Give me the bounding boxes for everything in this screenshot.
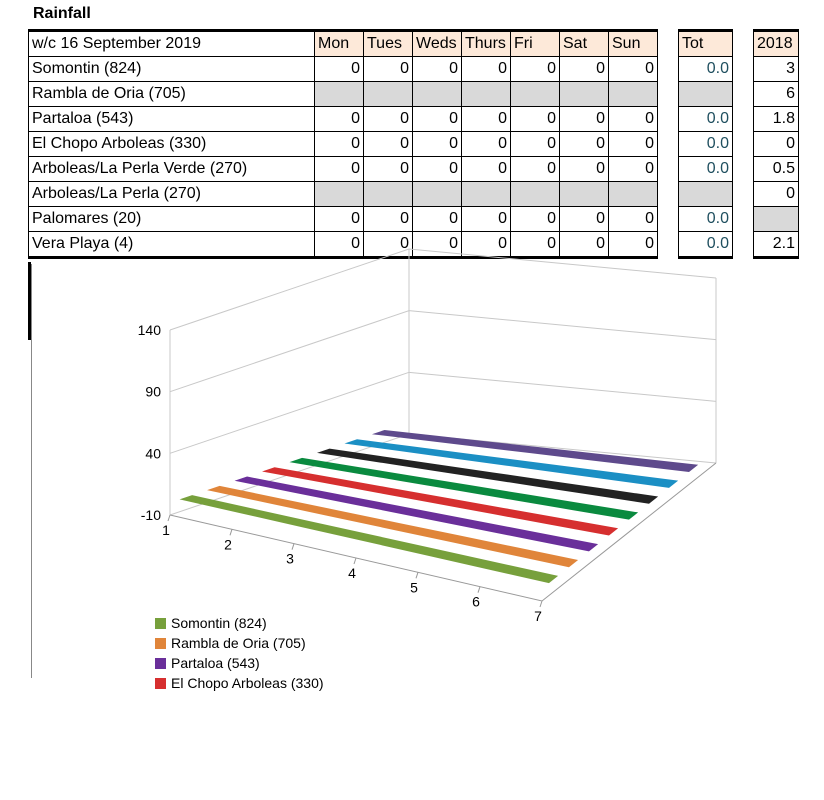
total-value: 0.0 bbox=[679, 232, 733, 258]
day-value: 0 bbox=[413, 57, 462, 82]
year-value: 2.1 bbox=[754, 232, 799, 258]
day-header-sun: Sun bbox=[609, 31, 658, 57]
station-name: Arboleas/La Perla (270) bbox=[29, 182, 315, 207]
station-name: Partaloa (543) bbox=[29, 107, 315, 132]
x-tick-label: 2 bbox=[224, 536, 232, 553]
day-value: 0 bbox=[609, 132, 658, 157]
column-gap bbox=[733, 207, 754, 232]
day-value: 0 bbox=[560, 132, 609, 157]
day-header-thurs: Thurs bbox=[462, 31, 511, 57]
column-gap bbox=[733, 182, 754, 207]
day-value: 0 bbox=[462, 207, 511, 232]
column-gap bbox=[733, 82, 754, 107]
year-value: 0.5 bbox=[754, 157, 799, 182]
day-value: 0 bbox=[560, 107, 609, 132]
day-value bbox=[462, 82, 511, 107]
day-value: 0 bbox=[364, 232, 413, 258]
day-value bbox=[511, 82, 560, 107]
table-row bbox=[29, 107, 799, 132]
rainfall-table bbox=[28, 29, 799, 259]
year-value: 1.8 bbox=[754, 107, 799, 132]
column-gap bbox=[733, 232, 754, 258]
day-value: 0 bbox=[511, 107, 560, 132]
day-value: 0 bbox=[315, 207, 364, 232]
column-gap bbox=[658, 107, 679, 132]
day-value: 0 bbox=[609, 107, 658, 132]
table-row bbox=[29, 132, 799, 157]
day-value: 0 bbox=[560, 232, 609, 258]
station-name: Arboleas/La Perla Verde (270) bbox=[29, 157, 315, 182]
day-value bbox=[413, 182, 462, 207]
page-title: Rainfall bbox=[33, 5, 91, 22]
day-header-fri: Fri bbox=[511, 31, 560, 57]
day-value: 0 bbox=[511, 207, 560, 232]
day-header-weds: Weds bbox=[413, 31, 462, 57]
day-header-sat: Sat bbox=[560, 31, 609, 57]
x-tick-label: 1 bbox=[162, 522, 170, 538]
day-value bbox=[413, 82, 462, 107]
column-gap bbox=[733, 31, 754, 57]
station-name: Palomares (20) bbox=[29, 207, 315, 232]
day-value: 0 bbox=[364, 157, 413, 182]
year-value: 0 bbox=[754, 132, 799, 157]
total-value: 0.0 bbox=[679, 57, 733, 82]
day-value bbox=[560, 82, 609, 107]
day-value: 0 bbox=[413, 207, 462, 232]
day-value: 0 bbox=[609, 57, 658, 82]
x-tick bbox=[168, 515, 170, 521]
table-row bbox=[29, 157, 799, 182]
day-value bbox=[560, 182, 609, 207]
x-tick bbox=[478, 587, 480, 593]
column-gap bbox=[658, 57, 679, 82]
legend-label: El Chopo Arboleas (330) bbox=[171, 675, 324, 691]
chart-legend-clip bbox=[150, 612, 550, 691]
column-gap bbox=[658, 82, 679, 107]
day-value: 0 bbox=[462, 107, 511, 132]
day-value: 0 bbox=[315, 157, 364, 182]
day-value bbox=[609, 182, 658, 207]
series-ribbon bbox=[235, 477, 599, 552]
legend-label: Partaloa (543) bbox=[171, 655, 260, 671]
total-value: 0.0 bbox=[679, 107, 733, 132]
x-tick bbox=[540, 601, 542, 607]
total-value: 0.0 bbox=[679, 157, 733, 182]
legend-item bbox=[155, 653, 324, 673]
column-gap bbox=[733, 157, 754, 182]
total-value bbox=[679, 82, 733, 107]
column-gap bbox=[658, 207, 679, 232]
day-value: 0 bbox=[560, 207, 609, 232]
day-value: 0 bbox=[609, 232, 658, 258]
legend-swatch bbox=[155, 678, 166, 689]
station-name: El Chopo Arboleas (330) bbox=[29, 132, 315, 157]
day-value: 0 bbox=[462, 132, 511, 157]
column-gap bbox=[658, 182, 679, 207]
y-tick-label: 40 bbox=[145, 445, 161, 462]
table-row bbox=[29, 182, 799, 207]
total-value bbox=[679, 182, 733, 207]
x-tick bbox=[230, 529, 232, 535]
table-header-row bbox=[29, 31, 799, 57]
x-tick-label: 3 bbox=[286, 550, 294, 567]
table-row bbox=[29, 82, 799, 107]
table-row bbox=[29, 232, 799, 258]
table-row bbox=[29, 57, 799, 82]
day-value bbox=[462, 182, 511, 207]
column-gap bbox=[658, 31, 679, 57]
table-row bbox=[29, 207, 799, 232]
column-gap bbox=[733, 132, 754, 157]
day-value: 0 bbox=[511, 157, 560, 182]
day-value bbox=[511, 182, 560, 207]
day-value bbox=[315, 182, 364, 207]
station-name: Somontin (824) bbox=[29, 57, 315, 82]
gridline bbox=[170, 249, 716, 330]
column-gap bbox=[658, 132, 679, 157]
legend-label: Somontin (824) bbox=[171, 615, 267, 631]
station-name: Rambla de Oria (705) bbox=[29, 82, 315, 107]
day-value: 0 bbox=[364, 107, 413, 132]
legend-swatch bbox=[155, 618, 166, 629]
y-tick-label: -10 bbox=[140, 507, 161, 523]
x-tick-label: 7 bbox=[534, 608, 542, 624]
day-value: 0 bbox=[511, 57, 560, 82]
day-header-tues: Tues bbox=[364, 31, 413, 57]
day-value bbox=[364, 182, 413, 207]
day-value: 0 bbox=[315, 107, 364, 132]
y-tick-label: 90 bbox=[145, 383, 161, 400]
day-value: 0 bbox=[315, 132, 364, 157]
day-value: 0 bbox=[413, 107, 462, 132]
legend-label: Rambla de Oria (705) bbox=[171, 635, 306, 651]
day-value bbox=[609, 82, 658, 107]
x-tick-label: 4 bbox=[348, 565, 356, 581]
legend-item bbox=[155, 613, 324, 633]
day-value: 0 bbox=[413, 157, 462, 182]
column-gap bbox=[733, 107, 754, 132]
day-value: 0 bbox=[413, 232, 462, 258]
year-value: 6 bbox=[754, 82, 799, 107]
tot-header: Tot bbox=[679, 31, 733, 57]
year-value bbox=[754, 207, 799, 232]
day-value: 0 bbox=[315, 232, 364, 258]
column-gap bbox=[733, 57, 754, 82]
year-value: 3 bbox=[754, 57, 799, 82]
day-value: 0 bbox=[364, 132, 413, 157]
year-header: 2018 bbox=[754, 31, 799, 57]
day-value: 0 bbox=[462, 57, 511, 82]
day-value: 0 bbox=[413, 132, 462, 157]
chart-legend bbox=[155, 613, 324, 693]
day-value: 0 bbox=[560, 157, 609, 182]
day-value: 0 bbox=[462, 232, 511, 258]
day-value: 0 bbox=[462, 157, 511, 182]
year-value: 0 bbox=[754, 182, 799, 207]
day-value: 0 bbox=[511, 232, 560, 258]
legend-swatch bbox=[155, 658, 166, 669]
gridline bbox=[170, 311, 716, 392]
day-value: 0 bbox=[609, 157, 658, 182]
day-value: 0 bbox=[364, 57, 413, 82]
day-value: 0 bbox=[511, 132, 560, 157]
total-value: 0.0 bbox=[679, 207, 733, 232]
week-label: w/c 16 September 2019 bbox=[29, 31, 315, 57]
day-value: 0 bbox=[560, 57, 609, 82]
day-header-mon: Mon bbox=[315, 31, 364, 57]
legend-swatch bbox=[155, 638, 166, 649]
day-value bbox=[364, 82, 413, 107]
legend-item bbox=[155, 633, 324, 653]
station-name: Vera Playa (4) bbox=[29, 232, 315, 258]
y-tick-label: 140 bbox=[137, 322, 161, 338]
column-gap bbox=[658, 157, 679, 182]
x-tick bbox=[354, 558, 356, 564]
x-tick bbox=[416, 572, 418, 578]
legend-item bbox=[155, 673, 324, 693]
x-tick-label: 6 bbox=[472, 593, 480, 610]
day-value: 0 bbox=[364, 207, 413, 232]
x-tick bbox=[292, 544, 294, 550]
day-value: 0 bbox=[315, 57, 364, 82]
day-value: 0 bbox=[609, 207, 658, 232]
total-value: 0.0 bbox=[679, 132, 733, 157]
day-value bbox=[315, 82, 364, 107]
x-tick-label: 5 bbox=[410, 579, 418, 596]
column-gap bbox=[658, 232, 679, 258]
